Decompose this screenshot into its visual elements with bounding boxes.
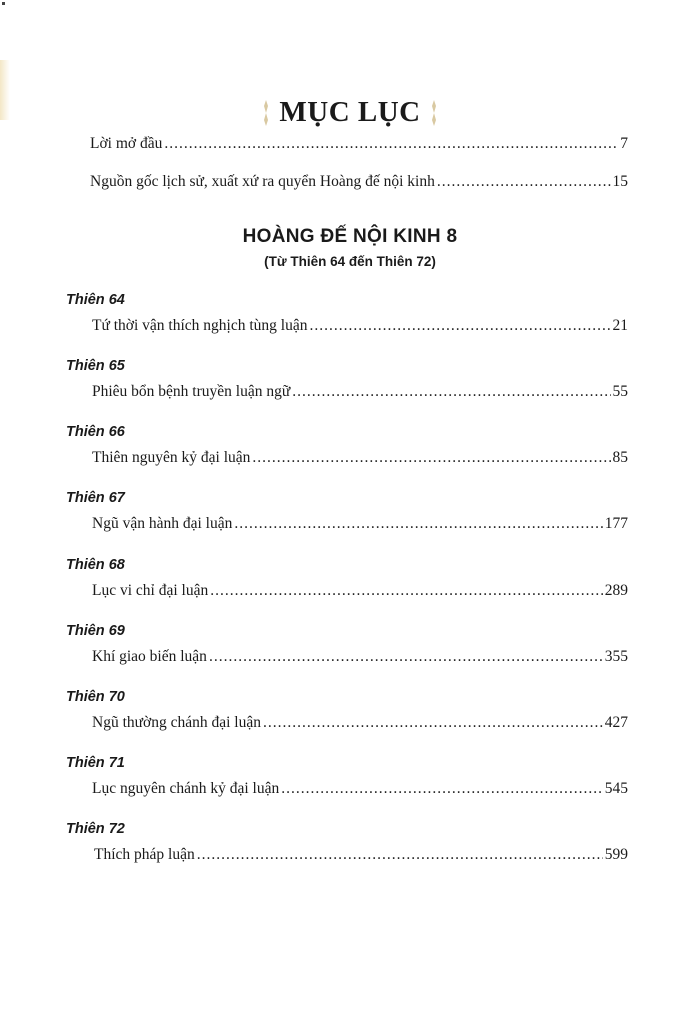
toc-entry-chapter-69[interactable] [92, 648, 628, 666]
toc-title-block [0, 96, 700, 129]
book-subtitle: (Từ Thiên 64 đến Thiên 72) [264, 254, 436, 269]
entry-page-number: 85 [612, 449, 628, 466]
toc-entry-chapter-64[interactable] [92, 317, 628, 335]
entry-label: Thiên nguyên kỷ đại luận [92, 449, 251, 466]
chapter-heading: Thiên 71 [66, 755, 125, 771]
entry-page-number: 15 [612, 173, 628, 190]
page-title: MỤC LỤC [279, 96, 421, 128]
entry-label: Tứ thời vận thích nghịch tùng luận [92, 317, 308, 334]
chapter-heading: Thiên 69 [66, 623, 125, 639]
toc-entry-chapter-67[interactable] [92, 515, 628, 533]
chapter-heading: Thiên 65 [66, 358, 125, 374]
toc-entry-origin[interactable] [90, 173, 628, 191]
dot-leader [197, 846, 603, 864]
toc-entry-chapter-72[interactable] [94, 846, 628, 864]
chapter-heading: Thiên 68 [66, 557, 125, 573]
chapter-heading: Thiên 70 [66, 689, 125, 705]
chapter-heading: Thiên 72 [66, 821, 125, 837]
dot-leader [234, 515, 602, 533]
dot-leader [281, 780, 603, 798]
entry-page-number: 545 [604, 780, 628, 797]
entry-page-number: 289 [604, 582, 628, 599]
dot-leader [309, 317, 610, 335]
entry-label: Lục nguyên chánh kỷ đại luận [92, 780, 280, 797]
entry-page-number: 21 [612, 317, 628, 334]
dot-leader [437, 173, 611, 191]
chapter-heading: Thiên 66 [66, 424, 125, 440]
entry-label: Ngũ vận hành đại luận [92, 515, 233, 532]
entry-label: Ngũ thường chánh đại luận [92, 714, 261, 731]
dot-leader [292, 383, 610, 401]
entry-page-number: 355 [604, 648, 628, 665]
entry-page-number: 599 [604, 846, 628, 863]
entry-page-number: 55 [612, 383, 628, 400]
scan-speck [2, 2, 5, 5]
dot-leader [252, 449, 610, 467]
toc-entry-chapter-70[interactable] [92, 714, 628, 732]
dot-leader [263, 714, 603, 732]
dot-leader [210, 582, 603, 600]
toc-entry-chapter-65[interactable] [92, 383, 628, 401]
entry-label: Thích pháp luận [94, 846, 195, 863]
toc-entry-chapter-66[interactable] [92, 449, 628, 467]
chapter-heading: Thiên 67 [66, 490, 125, 506]
entry-page-number: 7 [620, 135, 628, 152]
toc-entry-intro[interactable] [90, 135, 628, 153]
entry-label: Lục vi chỉ đại luận [92, 582, 209, 599]
dot-leader [164, 135, 618, 153]
entry-label: Nguồn gốc lịch sử, xuất xứ ra quyển Hoàng đế nội kinh [90, 173, 435, 190]
entry-page-number: 427 [604, 714, 628, 731]
right-ornament-icon [431, 100, 437, 126]
dot-leader [209, 648, 603, 666]
entry-label: Lời mở đầu [90, 135, 163, 152]
toc-entry-chapter-71[interactable] [92, 780, 628, 798]
entry-label: Phiêu bổn bệnh truyền luận ngữ [92, 383, 291, 400]
left-ornament-icon [263, 100, 269, 126]
entry-page-number: 177 [604, 515, 628, 532]
entry-label: Khí giao biến luận [92, 648, 207, 665]
toc-entry-chapter-68[interactable] [92, 582, 628, 600]
chapter-heading: Thiên 64 [66, 292, 125, 308]
book-title: HOÀNG ĐẾ NỘI KINH 8 [242, 226, 458, 247]
